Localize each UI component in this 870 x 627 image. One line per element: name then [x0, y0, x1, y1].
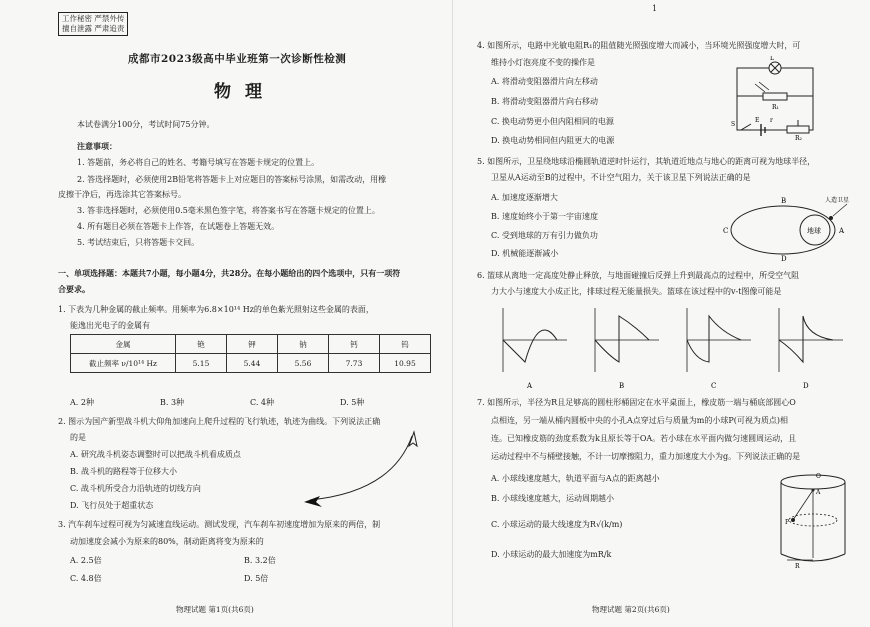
note-2b: 皮擦干净后，再选涂其它答案标号。	[58, 190, 186, 199]
q4-option-a: A. 将滑动变阻器滑片向左移动	[491, 77, 598, 86]
table-cell: 5.44	[227, 354, 278, 373]
fighter-jet-outline-icon	[409, 432, 417, 446]
point-c-label: C	[723, 227, 729, 235]
q1-option-c: C. 4种	[250, 398, 275, 407]
table-cell: 7.73	[329, 354, 380, 373]
q2-option-b: B. 战斗机的路程等于位移大小	[70, 467, 177, 476]
q7-line-1: 7. 如图所示，半径为R且足够高的圆柱形桶固定在水平桌面上，橡皮筋一端与桶底部圆心O	[477, 398, 796, 407]
q3-option-c: C. 4.8倍	[70, 574, 102, 583]
q7-option-b: B. 小球线速度越大，运动周期越小	[491, 494, 614, 503]
q7-cylinder-figure	[773, 468, 855, 570]
flight-trajectory-figure	[296, 428, 432, 510]
q4-line-1: 4. 如图所示，电路中光敏电阻R₁的阻值随光照强度增大而减小，当环境光照强度增大时，可	[477, 41, 801, 50]
table-cell: 5.15	[176, 354, 227, 373]
trajectory-curve	[310, 436, 412, 500]
exam-title: 成都市2023级高中毕业班第一次诊断性检测	[128, 53, 347, 65]
q2-option-c: C. 战斗机所受合力沿轨迹的切线方向	[70, 484, 201, 493]
graph-b-label: B	[619, 382, 625, 390]
q2-line-2: 的是	[70, 433, 86, 442]
q5-option-c: C. 受到地球的万有引力做负功	[491, 231, 598, 240]
rheostat-icon	[787, 126, 809, 133]
q2-line-1: 2. 图示为国产新型战斗机大仰角加速向上爬升过程的飞行轨迹，轨迹为曲线。下列说法正确	[58, 417, 381, 426]
r2-label: R₂	[795, 135, 802, 140]
graph-a-curve	[503, 330, 557, 362]
graph-c-label: C	[711, 382, 717, 390]
q4-circuit-figure	[725, 56, 829, 140]
top-mark: 1	[652, 4, 658, 13]
graph-c-curve	[687, 316, 741, 362]
page-2	[455, 0, 870, 627]
graph-b-curve	[595, 316, 649, 362]
graph-a-axes	[503, 308, 567, 372]
confidential-stamp	[58, 12, 128, 36]
graph-d-curve	[779, 316, 833, 362]
q4-option-b: B. 将滑动变阻器滑片向右移动	[491, 97, 598, 106]
satellite-leader-line	[833, 204, 847, 216]
q2-option-d: D. 飞行员处于超重状态	[70, 501, 154, 510]
q7-option-d: D. 小球运动的最大加速度为mR/k	[491, 550, 612, 559]
exam-intro: 本试卷满分100分，考试时间75分钟。	[77, 120, 215, 129]
table-row-label: 截止频率 ν/10¹⁴ Hz	[71, 354, 176, 373]
q3-option-a: A. 2.5倍	[70, 556, 102, 565]
vt-graph-d	[779, 308, 843, 390]
q7-option-a: A. 小球线速度越大，轨道平面与A点的距离越小	[491, 474, 660, 483]
table-cell: 5.56	[278, 354, 329, 373]
light-arrows-icon	[755, 82, 769, 92]
q4-line-2: 维持小灯泡亮度不变的操作是	[491, 58, 595, 67]
q4-option-c: C. 换电动势更小但内阻相同的电源	[491, 117, 614, 126]
q3-option-d: D. 5倍	[244, 574, 269, 583]
fighter-jet-icon	[304, 496, 322, 507]
r1-label: R₁	[772, 104, 779, 111]
cyl-label-a: A	[816, 489, 821, 496]
page-divider	[452, 0, 453, 627]
q1-line-2: 能逸出光电子的金属有	[70, 321, 150, 330]
table-row	[71, 354, 431, 373]
notes-heading: 注意事项：	[77, 141, 117, 151]
cyl-label-p: P	[785, 519, 790, 526]
cyl-label-r: R	[795, 563, 800, 570]
q1-line-1: 1. 下表为几种金属的截止频率。用频率为6.8×10¹⁴ Hz的单色紫光照射这些金属的表面，	[58, 305, 374, 314]
photoresistor-icon	[763, 93, 787, 100]
ball-p-icon	[791, 518, 795, 522]
vt-graph-c	[687, 308, 751, 390]
elastic-band	[793, 490, 813, 558]
page-2-footer: 物理试题 第2页(共6页)	[592, 605, 670, 614]
q5-line-2: 卫星从A运动至B的过程中，不计空气阻力，关于该卫星下列说法正确的是	[491, 173, 751, 182]
point-a-marker	[812, 489, 815, 492]
vt-graph-a	[503, 308, 567, 390]
q5-option-d: D. 机械能逐渐减小	[491, 249, 559, 258]
q6-vt-graphs	[495, 302, 863, 392]
q5-option-b: B. 速度始终小于第一宇宙速度	[491, 212, 598, 221]
q3-line-1: 3. 汽车刹车过程可视为匀减速直线运动。测试发现，汽车刹车初速度增加为原来的两倍，制	[58, 520, 381, 529]
emf-label: E	[755, 117, 760, 124]
section-1-line-2: 合要求。	[58, 284, 90, 294]
point-a-label: A	[839, 227, 845, 235]
q6-line-1: 6. 篮球从离地一定高度处静止释放，与地面碰撞后反弹上升到最高点的过程中，所受空气阻	[477, 271, 800, 280]
stamp-line-1: 工作秘密 严禁外传	[62, 14, 125, 23]
cyl-label-o: O	[816, 473, 821, 480]
q7-line-3: 连。已知橡皮筋的劲度系数为k且原长等于OA。若小球在水平面内做匀速圆周运动，且	[491, 434, 797, 443]
q1-option-d: D. 5种	[340, 398, 365, 407]
table-header-cell: 铯	[176, 335, 227, 354]
q1-option-a: A. 2种	[70, 398, 94, 407]
switch-label: S	[731, 121, 736, 128]
lamp-label: L	[770, 56, 774, 62]
graph-c-axes	[687, 308, 751, 372]
note-2a: 2. 答选择题时，必须使用2B铅笔将答题卡上对应题目的答案标号涂黑，如需改动，用橡	[77, 175, 387, 184]
q3-line-2: 动加速度会减小为原来的80%，制动距离将变为原来的	[70, 537, 264, 546]
vt-graph-b	[595, 308, 659, 390]
q1-option-b: B. 3种	[160, 398, 185, 407]
satellite-icon	[829, 216, 833, 220]
page-1-footer: 物理试题 第1页(共6页)	[176, 605, 254, 614]
q2-option-a: A. 研究战斗机姿态调整时可以把战斗机看成质点	[70, 450, 241, 459]
graph-b-axes	[595, 308, 659, 372]
switch-icon	[741, 124, 751, 130]
note-1: 1. 答题前，务必将自己的姓名、考籍号填写在答题卡规定的位置上。	[77, 158, 320, 167]
note-4: 4. 所有题目必须在答题卡上作答，在试题卷上答题无效。	[77, 222, 280, 231]
q6-line-2: 力大小与速度大小成正比，排球过程无能量损失。篮球在该过程中的v-t图像可能是	[491, 287, 782, 296]
earth-label: 地球	[807, 227, 821, 235]
q5-orbit-figure	[717, 192, 853, 262]
q7-option-c: C. 小球运动的最大线速度为R√(k/m)	[491, 520, 623, 529]
graph-d-label: D	[803, 382, 809, 390]
table-cell: 10.95	[380, 354, 431, 373]
stamp-line-2: 擅自泄露 严肃追责	[62, 24, 125, 33]
table-header-cell: 钾	[227, 335, 278, 354]
cylinder-top	[781, 475, 845, 489]
point-b-label: B	[781, 197, 787, 205]
table-header-cell: 钨	[380, 335, 431, 354]
q5-option-a: A. 加速度逐渐增大	[491, 193, 558, 202]
graph-d-axes	[779, 308, 843, 372]
table-header-cell: 钙	[329, 335, 380, 354]
table-header-cell: 钠	[278, 335, 329, 354]
q4-option-d: D. 换电动势相同但内阻更大的电源	[491, 136, 615, 145]
q7-line-4: 运动过程中不与桶壁接触，不计一切摩擦阻力，重力加速度大小为g。下列说法正确的是	[491, 452, 801, 461]
point-d-label: D	[781, 255, 787, 262]
internal-r-label: r	[770, 117, 773, 124]
section-1-line-1: 一、单项选择题：本题共7小题，每小题4分，共28分。在每小题给出的四个选项中，只有一项符	[58, 268, 401, 278]
cutoff-frequency-table	[70, 334, 431, 373]
q5-line-1: 5. 如图所示，卫星绕地球沿椭圆轨道逆时针运行，其轨道近地点与地心的距离可视为地球半径，	[477, 157, 816, 166]
note-5: 5. 考试结束后，只将答题卡交回。	[77, 238, 200, 247]
satellite-label: 人造卫星	[825, 197, 850, 204]
note-3: 3. 答非选择题时，必须使用0.5毫米黑色签字笔，将答案书写在答题卡规定的位置上。	[77, 206, 380, 215]
table-header-cell: 金属	[71, 335, 176, 354]
subject-title: 物理	[214, 82, 276, 102]
q3-option-b: B. 3.2倍	[244, 556, 276, 565]
q7-line-2: 点相连，另一端从桶内圆板中央的小孔A点穿过后与质量为m的小球P(可视为质点)相	[491, 416, 788, 425]
graph-a-label: A	[527, 382, 533, 390]
table-row	[71, 335, 431, 354]
